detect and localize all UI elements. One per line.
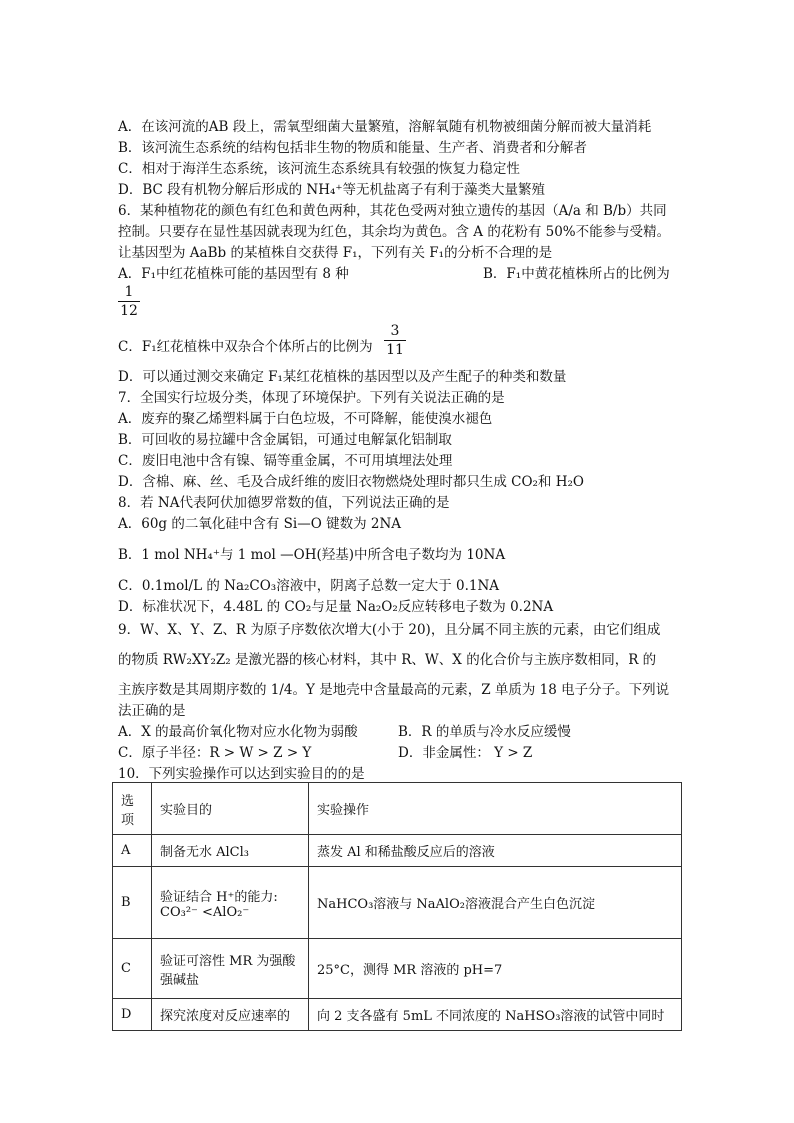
table-cell-purpose: 验证结合 H⁺的能力: CO₃²⁻ <AlO₂⁻ <box>152 867 309 939</box>
q7-option-a: A．废弃的聚乙烯塑料属于白色垃圾，不可降解，能使溴水褪色 <box>118 411 493 427</box>
q8-stem: 8．若 NA代表阿伏加德罗常数的值，下列说法正确的是 <box>118 495 450 511</box>
table-header-cell: 实验操作 <box>309 783 682 835</box>
table-cell-operation: NaHCO₃溶液与 NaAlO₂溶液混合产生白色沉淀 <box>309 867 682 939</box>
table-cell-purpose: 探究浓度对反应速率的 <box>152 999 309 1031</box>
table-cell-operation: 25°C，测得 MR 溶液的 pH=7 <box>309 939 682 999</box>
fraction-denominator: 12 <box>120 303 138 319</box>
table-cell-option: B <box>113 867 152 939</box>
table-cell-operation: 蒸发 Al 和稀盐酸反应后的溶液 <box>309 835 682 867</box>
table-cell-option: C <box>113 939 152 999</box>
table-row <box>113 867 682 939</box>
table-cell-operation: 向 2 支各盛有 5mL 不同浓度的 NaHSO₃溶液的试管中同时 <box>309 999 682 1031</box>
q7-option-d: D．含棉、麻、丝、毛及合成纤维的废旧衣物燃烧处理时都只生成 CO₂和 H₂O <box>118 474 584 490</box>
table-cell-purpose: 制备无水 AlCl₃ <box>152 835 309 867</box>
table-row <box>113 939 682 999</box>
q9-option-a: A．X 的最高价氧化物对应水化物为弱酸 <box>118 724 358 740</box>
q5-option-b: B．该河流生态系统的结构包括非生物的物质和能量、生产者、消费者和分解者 <box>118 140 587 156</box>
q10-table <box>112 782 682 1031</box>
q5-option-c: C．相对于海洋生态系统，该河流生态系统具有较强的恢复力稳定性 <box>118 161 520 177</box>
table-header-cell: 实验目的 <box>152 783 309 835</box>
q6-stem-line2: 控制。只要存在显性基因就表现为红色，其余均为黄色。含 A 的花粉有 50%不能参与受精。 <box>118 224 671 240</box>
table-header-row <box>113 783 682 835</box>
fraction-numerator: 3 <box>390 323 400 339</box>
fraction-denominator: 11 <box>386 342 404 358</box>
table-cell-option: D <box>113 999 152 1031</box>
table-cell-option: A <box>113 835 152 867</box>
q5-option-d: D．BC 段有机物分解后形成的 NH₄⁺等无机盐离子有利于藻类大量繁殖 <box>118 182 546 198</box>
q6-option-b-fraction <box>118 284 140 319</box>
q6-stem-line3: 让基因型为 AaBb 的某植株自交获得 F₁，下列有关 F₁的分析不合理的是 <box>118 245 553 261</box>
q8-option-d: D．标准状况下，4.48L 的 CO₂与足量 Na₂O₂反应转移电子数为 0.2NA <box>118 599 554 615</box>
table-cell-purpose: 验证可溶性 MR 为强酸强碱盐 <box>152 939 309 999</box>
q6-stem-line1: 6．某种植物花的颜色有红色和黄色两种，其花色受两对独立遗传的基因（A/a 和 B/b）共同 <box>118 203 667 219</box>
q6-option-a: A．F₁中红花植株可能的基因型有 8 种 <box>118 266 349 282</box>
table-row <box>113 999 682 1031</box>
q6-option-c-fraction <box>384 323 406 358</box>
q7-option-b: B．可回收的易拉罐中含金属铝，可通过电解氯化铝制取 <box>118 432 452 448</box>
table-header-cell: 选 项 <box>113 783 152 835</box>
q9-option-d: D．非金属性： Y > Z <box>398 745 533 761</box>
q7-option-c: C．废旧电池中含有镍、镉等重金属，不可用填埋法处理 <box>118 453 453 469</box>
q8-option-b: B．1 mol NH₄⁺与 1 mol —OH(羟基)中所含电子数均为 10NA <box>118 547 506 563</box>
q7-stem: 7．全国实行垃圾分类，体现了环境保护。下列有关说法正确的是 <box>118 390 505 406</box>
q10-stem: 10．下列实验操作可以达到实验目的的是 <box>118 766 365 782</box>
q9-stem-line2: 的物质 RW₂XY₂Z₂ 是激光器的核心材料，其中 R、W、X 的化合价与主族序数相同，R 的 <box>118 652 657 668</box>
q9-stem-line1: 9．W、X、Y、Z、R 为原子序数依次增大(小于 20)，且分属不同主族的元素，由它们组成 <box>118 622 661 638</box>
q6-option-d: D．可以通过测交来确定 F₁某红花植株的基因型以及产生配子的种类和数量 <box>118 369 567 385</box>
q9-stem-line4: 法正确的是 <box>118 703 186 719</box>
q8-option-c: C．0.1mol/L 的 Na₂CO₃溶液中，阴离子总数一定大于 0.1NA <box>118 578 500 594</box>
q5-option-a: A．在该河流的AB 段上，需氧型细菌大量繁殖，溶解氧随有机物被细菌分解而被大量消耗 <box>118 119 652 135</box>
q6-option-c: C．F₁红花植株中双杂合个体所占的比例为 <box>118 339 373 355</box>
table-row <box>113 835 682 867</box>
q9-option-b: B．R 的单质与冷水反应缓慢 <box>398 724 571 740</box>
q8-option-a: A．60g 的二氧化硅中含有 Si—O 键数为 2NA <box>118 516 402 532</box>
q6-option-b: B．F₁中黄花植株所占的比例为 <box>483 266 670 282</box>
q9-option-c: C．原子半径：R > W > Z > Y <box>118 745 312 761</box>
q9-stem-line3: 主族序数是其周期序数的 1/4。Y 是地壳中含量最高的元素，Z 单质为 18 电子分子。下列说 <box>118 682 670 698</box>
fraction-numerator: 1 <box>124 284 134 300</box>
